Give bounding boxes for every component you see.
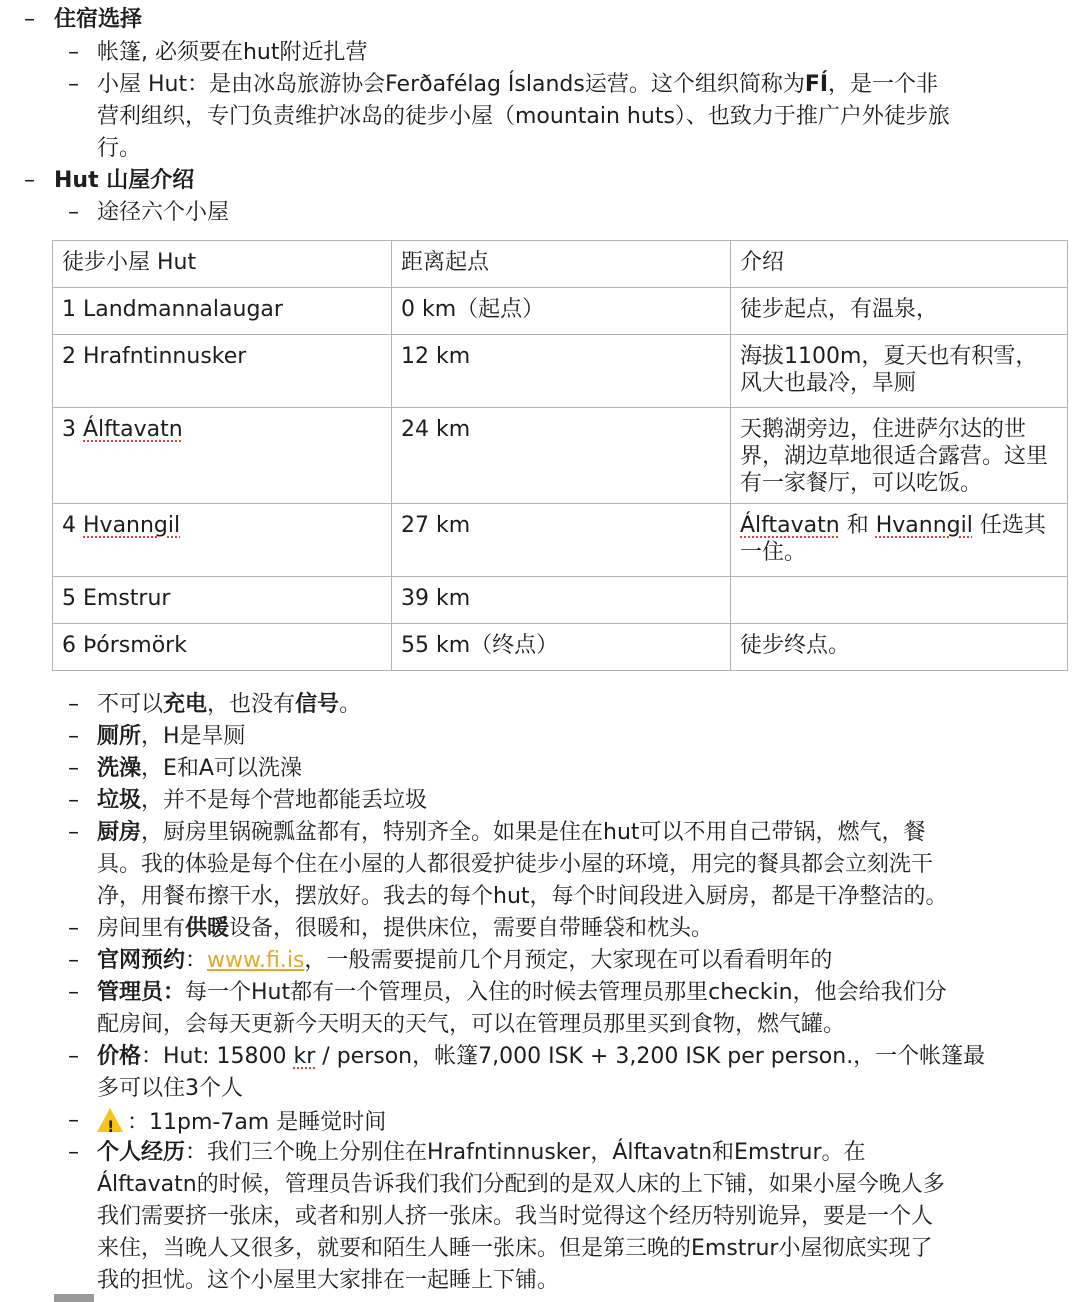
bullet-dash: – (68, 1044, 79, 1069)
bullet-dash: – (68, 948, 79, 973)
list-item-experience-cont: 来住，当晚人又很多，就要和陌生人睡一张床。但是第三晚的Emstrur小屋彻底实现了 (97, 1236, 933, 1261)
list-item-price: 价格：Hut: 15800 kr / person，帐篷7,000 ISK + 3,200 ISK per person.，一个帐篷最 (97, 1044, 986, 1069)
hut-distance: 39 km (392, 577, 731, 624)
hut-distance: 0 km（起点） (392, 288, 731, 335)
bullet-dash: – (68, 820, 79, 845)
bullet-dash: – (68, 788, 79, 813)
bullet-dash: – (68, 756, 79, 781)
bullet-dash: – (68, 200, 79, 225)
cut-off-next-line (54, 1294, 94, 1302)
bullet-dash: – (68, 692, 79, 717)
table-header: 徒步小屋 Hut (53, 241, 392, 288)
hut-distance: 27 km (392, 504, 731, 577)
section-heading-huts: Hut 山屋介绍 (54, 168, 195, 193)
table-row (53, 504, 1068, 577)
bullet-dash: – (24, 7, 35, 32)
bullet-dash: – (68, 1140, 79, 1165)
list-item-tent: 帐篷, 必须要在hut附近扎营 (97, 40, 368, 65)
list-item-kitchen-cont: 净，用餐布擦干水，摆放好。我去的每个hut，每个时间段进入厨房，都是干净整洁的。 (97, 884, 948, 909)
list-item-trash: 垃圾，并不是每个营地都能丢垃圾 (97, 788, 428, 813)
list-item-shower: 洗澡，E和A可以洗澡 (97, 756, 302, 781)
hut-name: 4 Hvanngil (53, 504, 392, 577)
list-item-heating: 房间里有供暖设备，很暖和，提供床位，需要自带睡袋和枕头。 (97, 916, 714, 941)
table-row (53, 408, 1068, 504)
hut-name: 6 Þórsmörk (53, 624, 392, 671)
list-item-six-huts: 途径六个小屋 (97, 200, 230, 225)
hut-name: 3 Álftavatn (53, 408, 392, 504)
table-row (53, 335, 1068, 408)
list-item-quiet-hours: ! ：11pm-7am 是睡觉时间 (97, 1105, 386, 1139)
list-item-hut-cont: 营利组织，专门负责维护冰岛的徒步小屋（mountain huts）、也致力于推广户外徒步旅 (97, 104, 950, 129)
list-item-kitchen: 厨房，厨房里锅碗瓢盆都有，特别齐全。如果是住在hut可以不用自己带锅，燃气，餐 (97, 820, 926, 845)
hut-intro: 天鹅湖旁边，住进萨尔达的世界，湖边草地很适合露营。这里有一家餐厅，可以吃饭。 (731, 408, 1068, 504)
list-item-experience-cont: 我们需要挤一张床，或者和别人挤一张床。我当时觉得这个经历特别诡异，要是一个人 (97, 1204, 934, 1229)
website-link[interactable]: www.fi.is (207, 948, 305, 973)
table-header: 距离起点 (392, 241, 731, 288)
table-row (53, 288, 1068, 335)
table-row (53, 577, 1068, 624)
bullet-dash: – (68, 980, 79, 1005)
list-item-warden: 管理员：每一个Hut都有一个管理员，入住的时候去管理员那里checkin，他会给我们分 (97, 980, 947, 1005)
list-item-price-cont: 多可以住3个人 (97, 1076, 243, 1101)
hut-name: 5 Emstrur (53, 577, 392, 624)
bullet-dash: – (68, 1108, 79, 1133)
list-item-hut: 小屋 Hut：是由冰岛旅游协会Ferðafélag Íslands运营。这个组织简称为FÍ，是一个非 (97, 72, 939, 97)
bullet-dash: – (24, 168, 35, 193)
hut-intro: Álftavatn 和 Hvanngil 任选其一住。 (731, 504, 1068, 577)
hut-intro: 海拔1100m，夏天也有积雪，风大也最冷，旱厕 (731, 335, 1068, 408)
hut-intro: 徒步起点，有温泉， (731, 288, 1068, 335)
list-item-toilet: 厕所，H是旱厕 (97, 724, 246, 749)
section-heading-accommodation: 住宿选择 (54, 7, 143, 32)
table-header: 介绍 (731, 241, 1068, 288)
list-item-experience: 个人经历：我们三个晚上分别住在Hrafntinnusker，Álftavatn和Emstrur。在 (97, 1140, 866, 1165)
hut-distance: 24 km (392, 408, 731, 504)
bullet-dash: – (68, 72, 79, 97)
list-item-charging: 不可以充电，也没有信号。 (97, 692, 362, 717)
bullet-dash: – (68, 40, 79, 65)
hut-intro: 徒步终点。 (731, 624, 1068, 671)
hut-name: 2 Hrafntinnusker (53, 335, 392, 408)
table-header-row (53, 241, 1068, 288)
list-item-booking: 官网预约：www.fi.is，一般需要提前几个月预定，大家现在可以看看明年的 (97, 948, 833, 973)
bullet-dash: – (68, 724, 79, 749)
bullet-dash: – (68, 916, 79, 941)
list-item-experience-cont: Álftavatn的时候，管理员告诉我们我们分配到的是双人床的上下铺，如果小屋今晚人多 (97, 1172, 945, 1197)
hut-distance: 55 km（终点） (392, 624, 731, 671)
huts-table (52, 240, 1068, 671)
list-item-warden-cont: 配房间，会每天更新今天明天的天气，可以在管理员那里买到食物，燃气罐。 (97, 1012, 846, 1037)
hut-name: 1 Landmannalaugar (53, 288, 392, 335)
list-item-hut-cont: 行。 (97, 136, 142, 161)
hut-intro (731, 577, 1068, 624)
list-item-experience-cont: 我的担忧。这个小屋里大家排在一起睡上下铺。 (97, 1268, 560, 1293)
list-item-kitchen-cont: 具。我的体验是每个住在小屋的人都很爱护徒步小屋的环境，用完的餐具都会立刻洗干 (97, 852, 934, 877)
table-row (53, 624, 1068, 671)
warning-icon (97, 1108, 123, 1132)
hut-distance: 12 km (392, 335, 731, 408)
